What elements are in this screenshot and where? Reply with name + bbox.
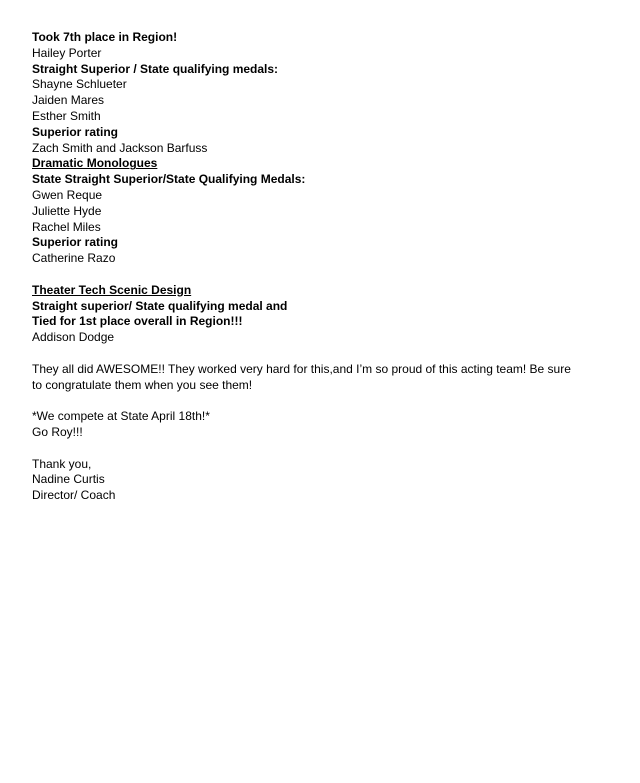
- text-line: Jaiden Mares: [32, 93, 105, 108]
- text-line: They all did AWESOME!! They worked very hard for this,and I’m so proud of this acting team! Be sure to congratulate them when you see them!: [32, 361, 575, 392]
- text-line: Gwen Reque: [32, 187, 103, 202]
- text-line: Go Roy!!!: [32, 424, 83, 439]
- blank-line: [32, 441, 580, 457]
- text-line: Hailey Porter: [32, 45, 102, 60]
- text-line: Rachel Miles: [32, 219, 101, 234]
- text-line: Superior rating: [32, 124, 119, 139]
- text-line: Addison Dodge: [32, 330, 115, 345]
- text-line: Esther Smith: [32, 108, 101, 123]
- text-line: Zach Smith and Jackson Barfuss: [32, 140, 208, 155]
- text-line: Dramatic Monologues: [32, 156, 158, 171]
- text-line: Shayne Schlueter: [32, 77, 127, 92]
- blank-line: [32, 267, 580, 283]
- text-line: Straight Superior / State qualifying medals:: [32, 61, 279, 76]
- text-line: Took 7th place in Region!: [32, 30, 178, 44]
- text-line: *We compete at State April 18th!*: [32, 409, 210, 424]
- text-line: Tied for 1st place overall in Region!!!: [32, 314, 243, 329]
- blank-line: [32, 346, 580, 362]
- text-line: Catherine Razo: [32, 251, 116, 266]
- text-line: Thank you,: [32, 456, 92, 471]
- text-line: Theater Tech Scenic Design: [32, 282, 192, 297]
- text-line: Nadine Curtis: [32, 472, 105, 487]
- blank-line: [32, 393, 580, 409]
- text-line: Straight superior/ State qualifying medal and: [32, 298, 288, 313]
- text-line: Juliette Hyde: [32, 203, 102, 218]
- text-line: Superior rating: [32, 235, 119, 250]
- text-line: Director/ Coach: [32, 488, 116, 503]
- text-line: State Straight Superior/State Qualifying Medals:: [32, 172, 306, 187]
